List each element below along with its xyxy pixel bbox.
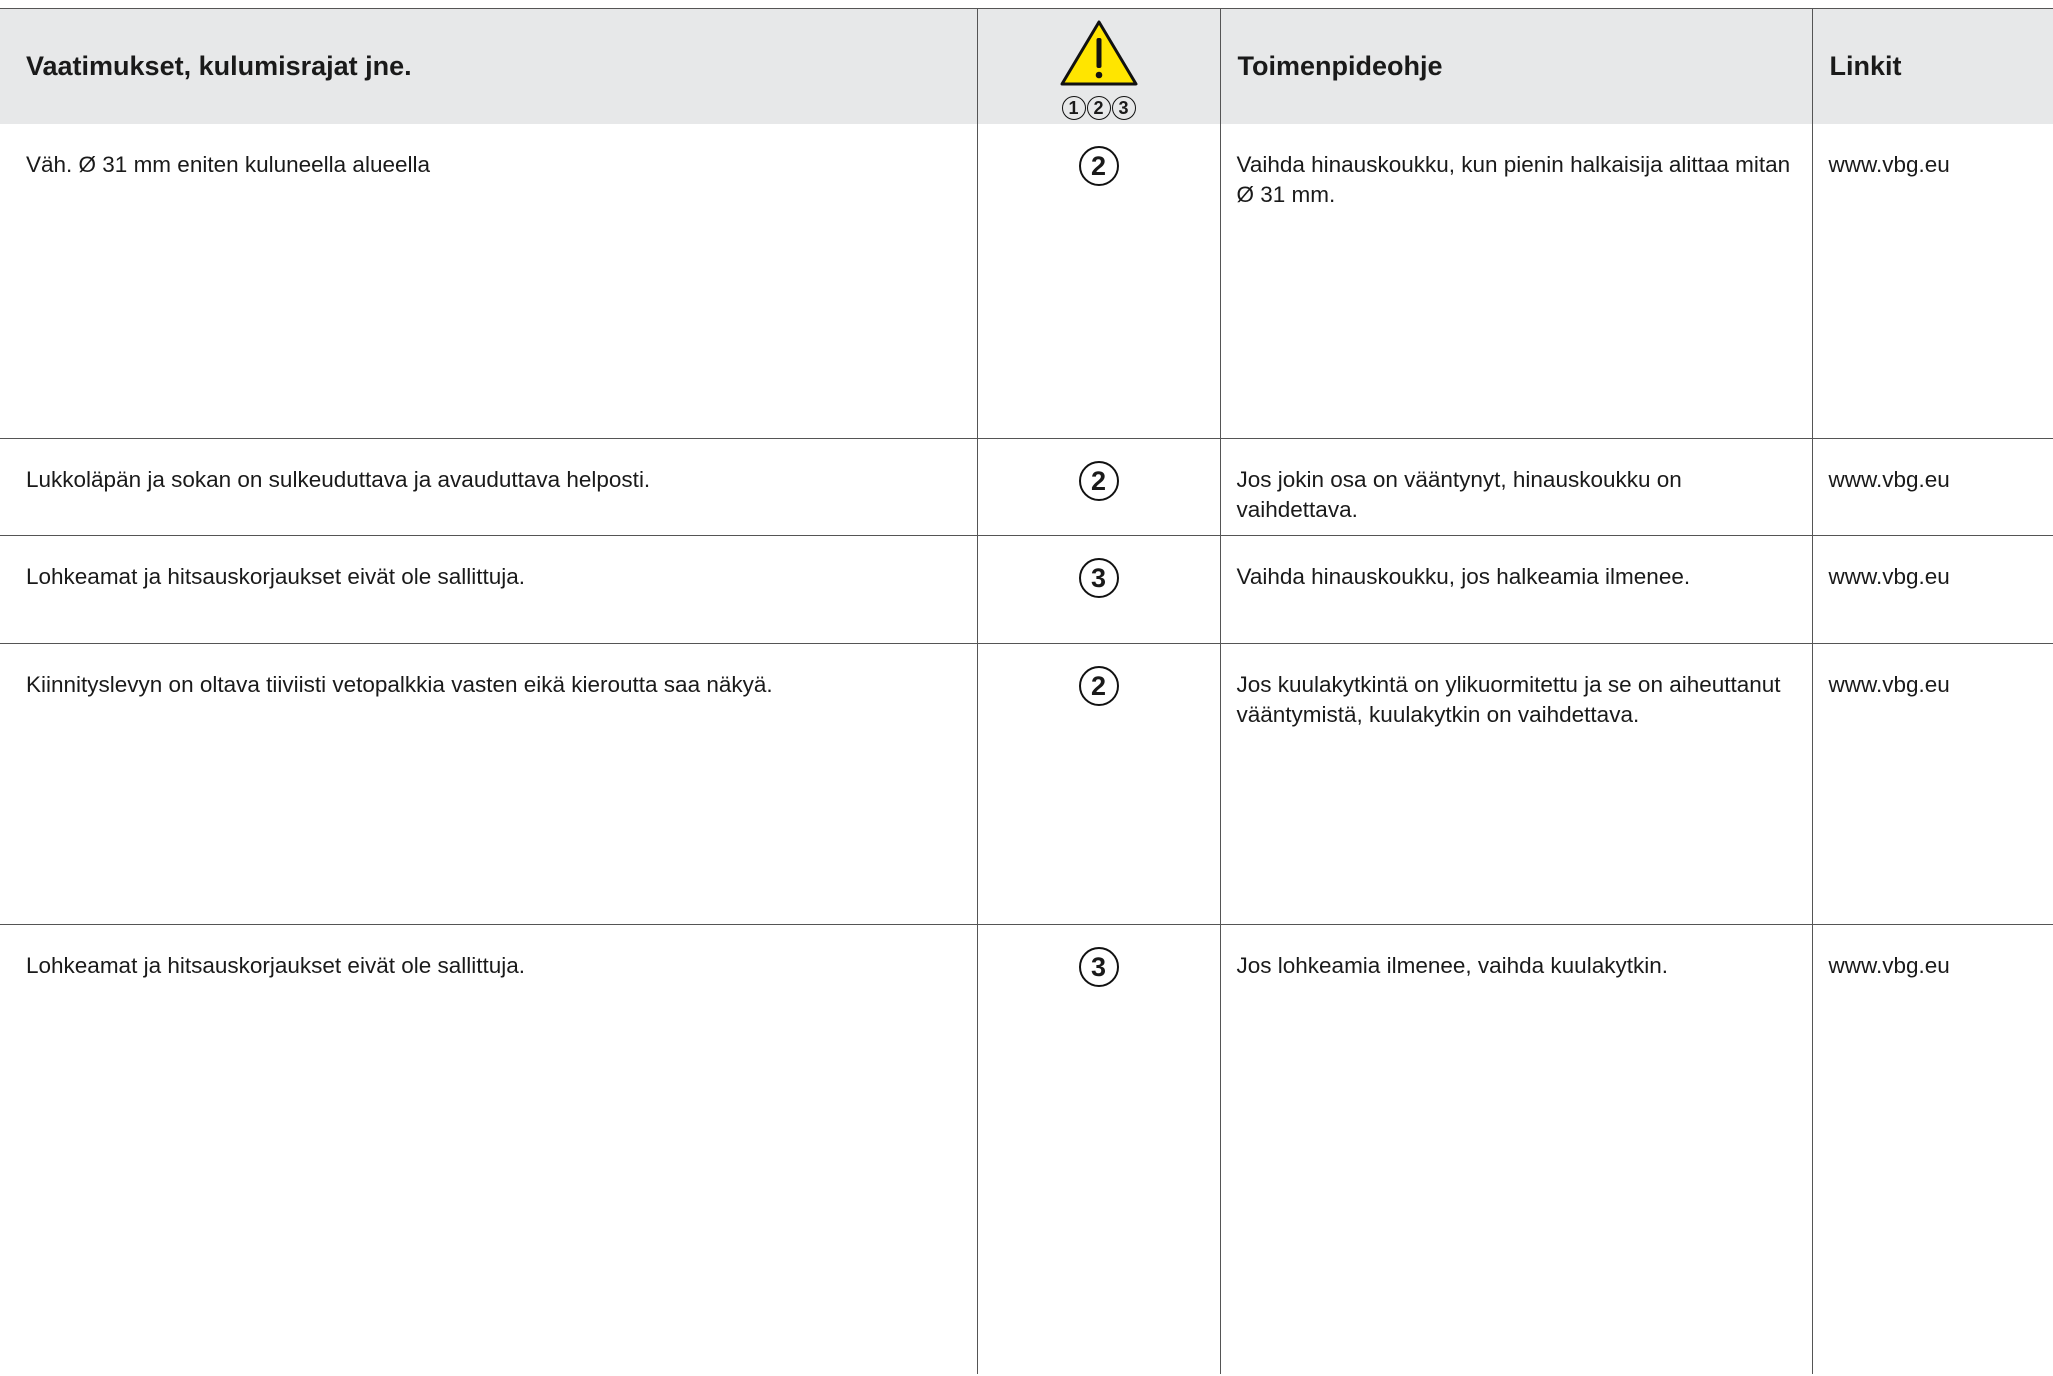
- table-row: [0, 924, 2053, 1374]
- action-cell: Jos kuulakytkintä on ylikuormitettu ja se on aiheuttanut vääntymistä, kuulakytkin on vaihdettava.: [1220, 643, 1812, 924]
- link-cell[interactable]: www.vbg.eu: [1812, 535, 2053, 643]
- level-badge: 3: [1112, 96, 1136, 120]
- header-action: Toimenpideohje: [1220, 9, 1812, 124]
- severity-cell: [977, 643, 1220, 924]
- severity-cell: [977, 124, 1220, 438]
- level-badge: 1: [1062, 96, 1086, 120]
- warning-triangle-icon: [1058, 18, 1140, 88]
- level-badge: 2: [1087, 96, 1111, 120]
- severity-cell: [977, 924, 1220, 1374]
- inspection-table: [0, 9, 2053, 1374]
- severity-badge: 3: [1079, 947, 1119, 987]
- inspection-table-frame: [0, 8, 2053, 1376]
- requirement-cell: Kiinnityslevyn on oltava tiiviisti vetopalkkia vasten eikä kieroutta saa näkyä.: [0, 643, 977, 924]
- link-cell[interactable]: www.vbg.eu: [1812, 643, 2053, 924]
- action-cell: Jos jokin osa on vääntynyt, hinauskoukku on vaihdettava.: [1220, 438, 1812, 535]
- severity-levels: [978, 96, 1220, 120]
- header-requirements: Vaatimukset, kulumisrajat jne.: [0, 9, 977, 124]
- link-cell[interactable]: www.vbg.eu: [1812, 924, 2053, 1374]
- severity-badge: 2: [1079, 666, 1119, 706]
- action-cell: Vaihda hinauskoukku, jos halkeamia ilmenee.: [1220, 535, 1812, 643]
- action-cell: Jos lohkeamia ilmenee, vaihda kuulakytkin.: [1220, 924, 1812, 1374]
- requirement-cell: Lukkoläpän ja sokan on sulkeuduttava ja avauduttava helposti.: [0, 438, 977, 535]
- requirement-cell: Lohkeamat ja hitsauskorjaukset eivät ole sallittuja.: [0, 535, 977, 643]
- table-row: [0, 124, 2053, 438]
- link-cell[interactable]: www.vbg.eu: [1812, 438, 2053, 535]
- table-header-row: [0, 9, 2053, 124]
- requirement-cell: Lohkeamat ja hitsauskorjaukset eivät ole sallittuja.: [0, 924, 977, 1374]
- header-links: Linkit: [1812, 9, 2053, 124]
- action-cell: Vaihda hinauskoukku, kun pienin halkaisija alittaa mitan Ø 31 mm.: [1220, 124, 1812, 438]
- severity-badge: 3: [1079, 558, 1119, 598]
- severity-cell: [977, 535, 1220, 643]
- header-severity: [977, 9, 1220, 124]
- table-row: [0, 643, 2053, 924]
- table-row: [0, 535, 2053, 643]
- severity-badge: 2: [1079, 146, 1119, 186]
- severity-badge: 2: [1079, 461, 1119, 501]
- table-row: [0, 438, 2053, 535]
- severity-cell: [977, 438, 1220, 535]
- link-cell[interactable]: www.vbg.eu: [1812, 124, 2053, 438]
- requirement-cell: Väh. Ø 31 mm eniten kuluneella alueella: [26, 152, 431, 177]
